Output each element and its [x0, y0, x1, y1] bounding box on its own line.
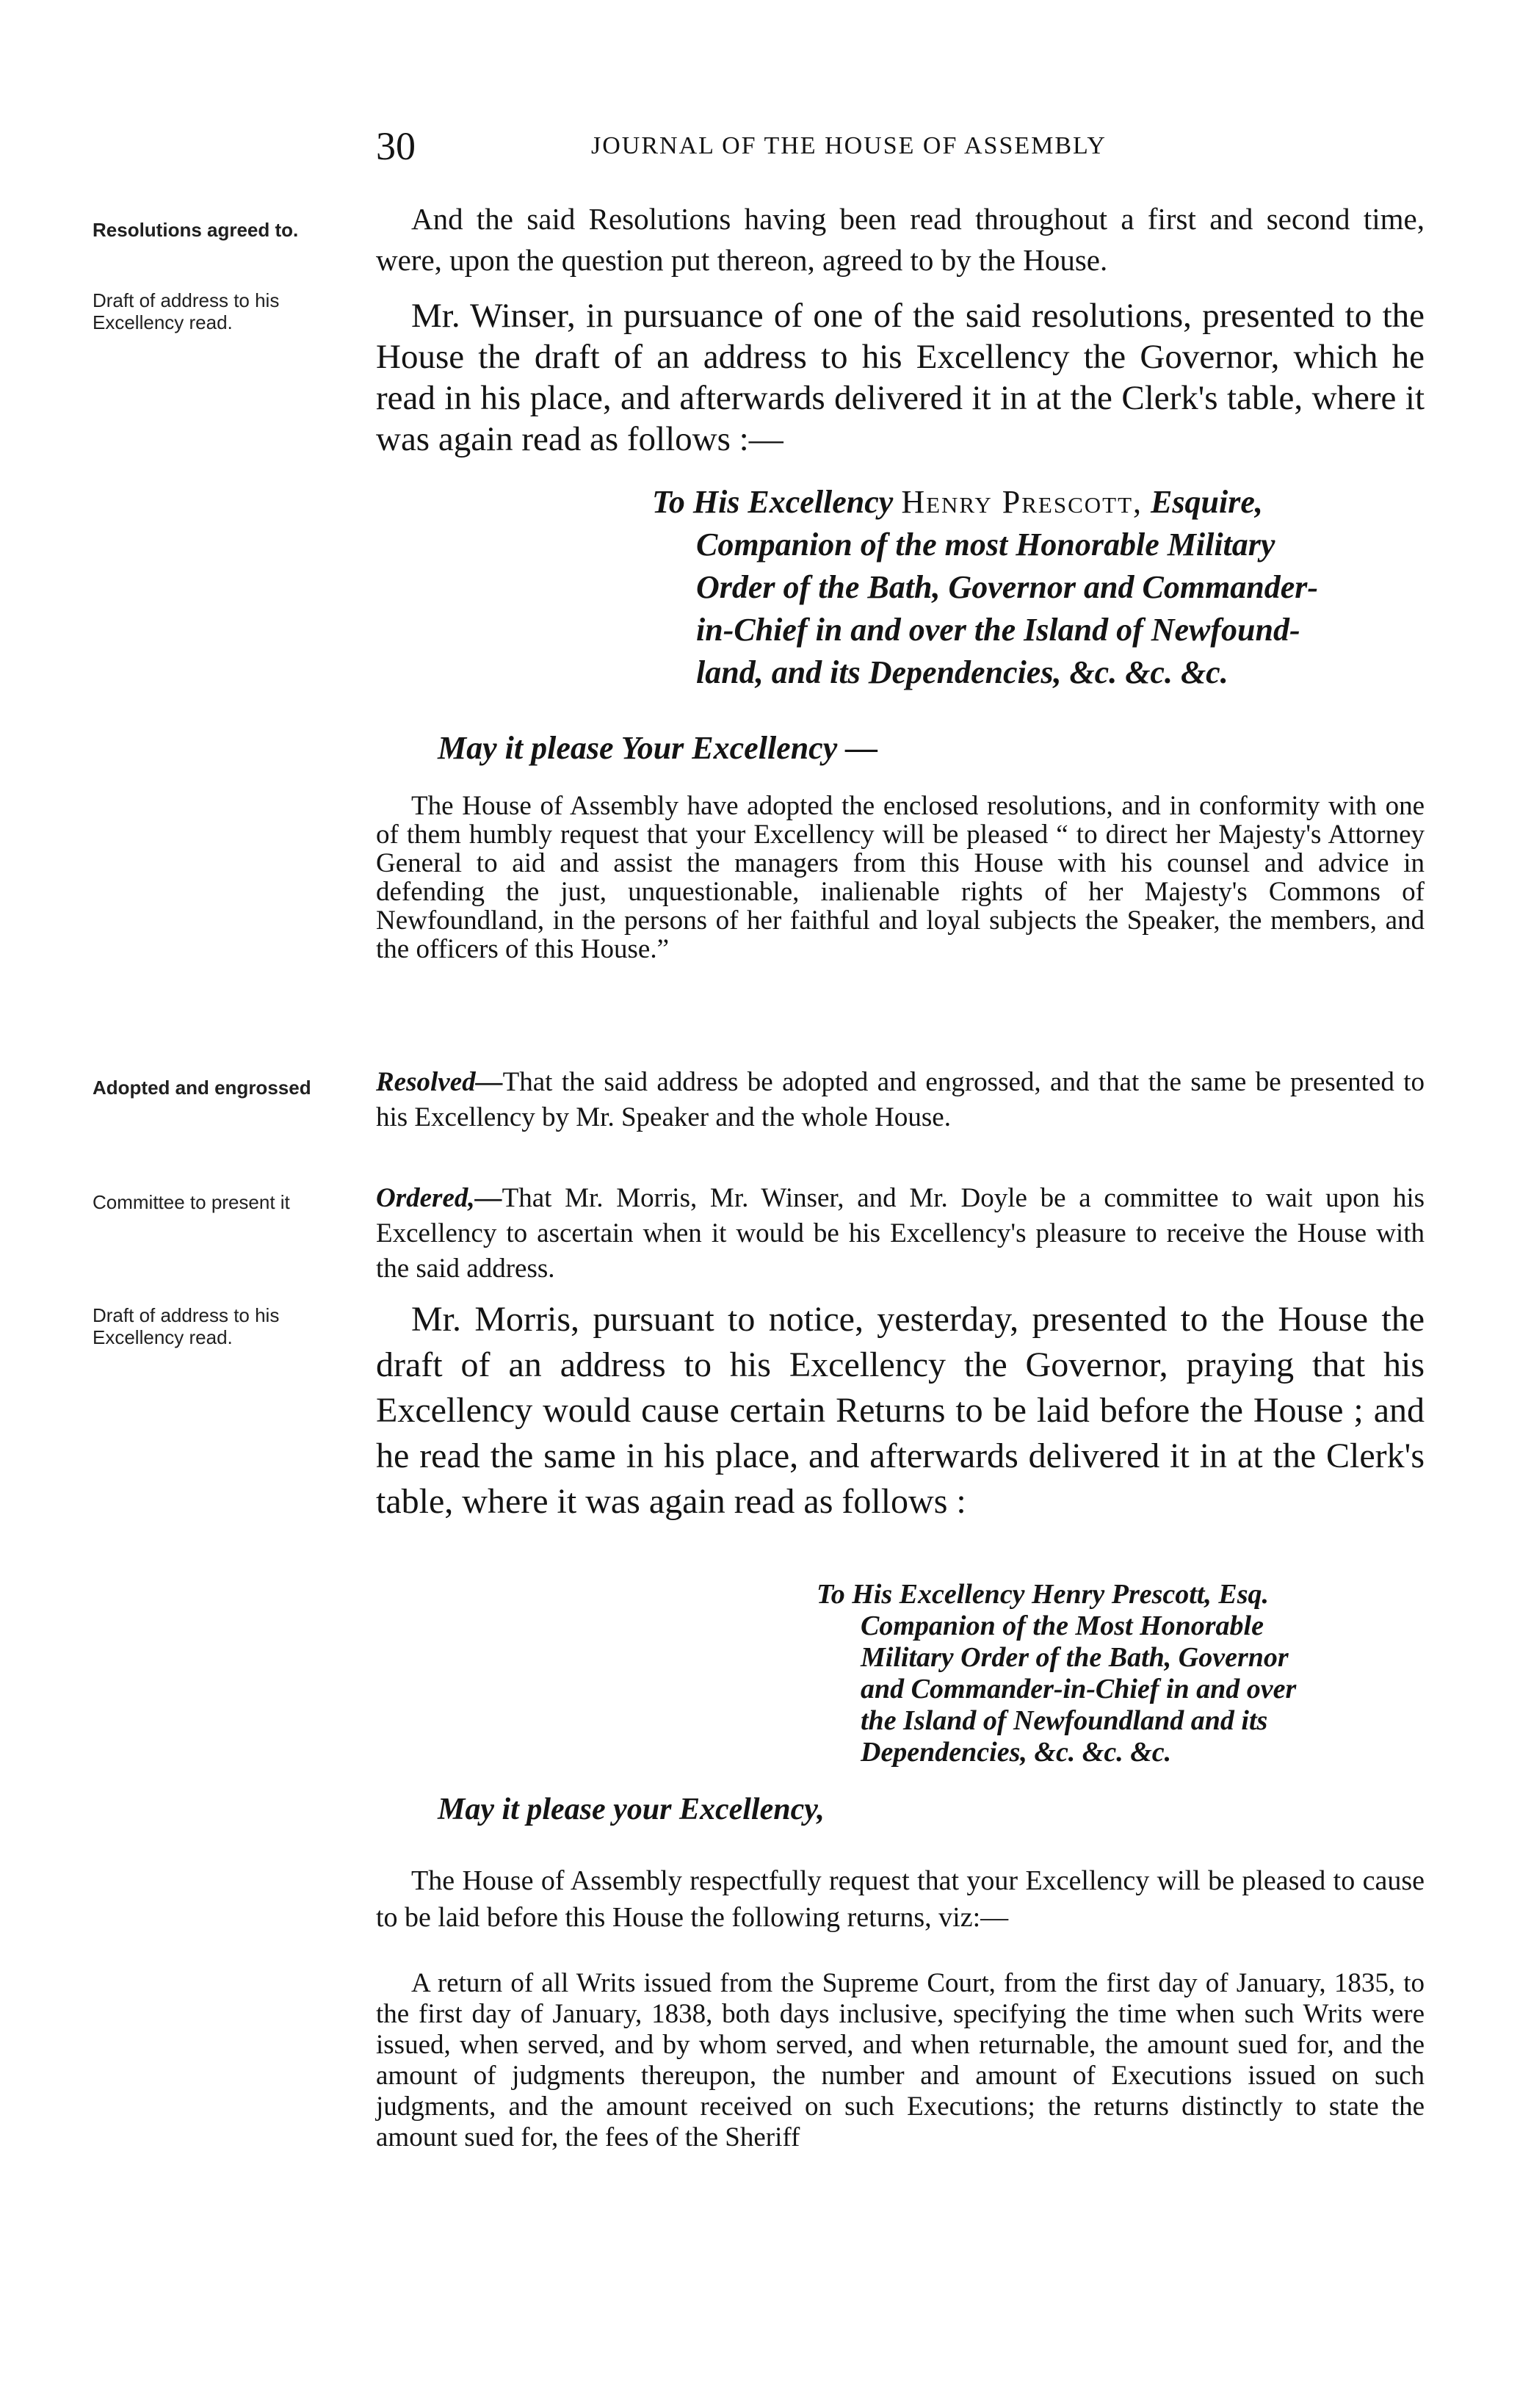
- page-header: [0, 123, 1520, 167]
- address2-line1: To His Excellency Henry Prescott, Esq.: [817, 1579, 1270, 1610]
- page-number: 30: [376, 124, 416, 168]
- paragraph-ordered: [376, 1181, 1425, 1287]
- ordered-text: That Mr. Morris, Mr. Winser, and Mr. Doyle be a committee to wait upon his Excellency to ascertain when it would be his Excellency's pleasure to receive the House with the said address.: [376, 1183, 1425, 1284]
- address2-line6: Dependencies, &c. &c. &c.: [861, 1737, 1172, 1768]
- margin-note-committee: Committee to present it: [93, 1191, 290, 1213]
- paragraph-resolved: [376, 1065, 1425, 1135]
- address2-line3: Military Order of the Bath, Governor: [861, 1642, 1289, 1673]
- paragraph-resolutions: And the said Resolutions having been read throughout a first and second time, were, upon the question put thereon, agreed to by the House.: [376, 202, 1425, 277]
- margin-note-draft-read: Draft of address to his Excellency read.: [93, 289, 280, 333]
- ordered-lead: Ordered,—: [376, 1183, 502, 1213]
- address1-line5: land, and its Dependencies, &c. &c. &c.: [696, 654, 1228, 690]
- address1-line1: To His Excellency Henry Prescott, Esquire,: [652, 484, 1263, 520]
- resolved-lead: Resolved—: [376, 1067, 503, 1097]
- address-heading-2: [817, 1579, 1426, 1768]
- margin-note-adopted-engrossed: Adopted and engrossed: [93, 1077, 311, 1099]
- address-heading-1: [652, 481, 1425, 694]
- paragraph-morris-draft: Mr. Morris, pursuant to notice, yesterday, presented to the House the draft of an address to his Excellency the Governor, praying that his Excellency would cause certain Returns to be laid before the House ; and he read the same in his place, and afterwards delivered it in at the Clerk's table, where it was again read as follows :: [376, 1300, 1425, 1521]
- address2-line2: Companion of the Most Honorable: [861, 1610, 1264, 1641]
- salutation-1: May it please Your Excellency —: [438, 730, 878, 766]
- address2-line4: and Commander-in-Chief in and over: [861, 1674, 1297, 1704]
- paragraph-winser-draft: Mr. Winser, in pursuance of one of the said resolutions, presented to the House the draft of an address to his Excellency the Governor, which he read in his place, and afterwards delivered it in at the Clerk's table, where it was again read as follows :—: [376, 297, 1425, 458]
- resolved-text: That the said address be adopted and engrossed, and that the same be presented to his Excellency by Mr. Speaker and the whole House.: [376, 1067, 1425, 1132]
- paragraph-writs-return: A return of all Writs issued from the Supreme Court, from the first day of January, 1835, to the first day of January, 1838, both days inclusive, specifying the time when such Writs were issued, when served, and by whom served, and when returnable, the amount sued for, and the amount of judgments thereupon, the number and amount of Executions issued on such judgments, and the amount received on such Executions; the returns distinctly to state the amount sued for, the fees of the Sheriff: [376, 1968, 1425, 2152]
- address1-line2: Companion of the most Honorable Military: [696, 527, 1275, 563]
- address1-line3: Order of the Bath, Governor and Commander-: [696, 569, 1319, 605]
- margin-note-draft-read-2: Draft of address to his Excellency read.: [93, 1304, 280, 1348]
- address1-line4: in-Chief in and over the Island of Newfound-: [696, 612, 1300, 648]
- running-title: JOURNAL OF THE HOUSE OF ASSEMBLY: [591, 132, 1107, 159]
- paragraph-address-body-1: The House of Assembly have adopted the enclosed resolutions, and in conformity with one of them humbly request that your Excellency will be pleased “ to direct her Majesty's Attorney General to aid and assist the managers from this House with his counsel and advice in defending the just, unquestionable, inalienable rights of her Majesty's Commons of Newfoundland, in the persons of her faithful and loyal subjects the Speaker, the members, and the officers of this House.”: [376, 791, 1425, 964]
- salutation-2: May it please your Excellency,: [438, 1793, 825, 1826]
- paragraph-address-body-2: The House of Assembly respectfully request that your Excellency will be pleased to cause to be laid before this House the following returns, viz:—: [376, 1865, 1425, 1933]
- address2-line5: the Island of Newfoundland and its: [861, 1705, 1268, 1736]
- margin-note-resolutions-agreed: Resolutions agreed to.: [93, 219, 299, 241]
